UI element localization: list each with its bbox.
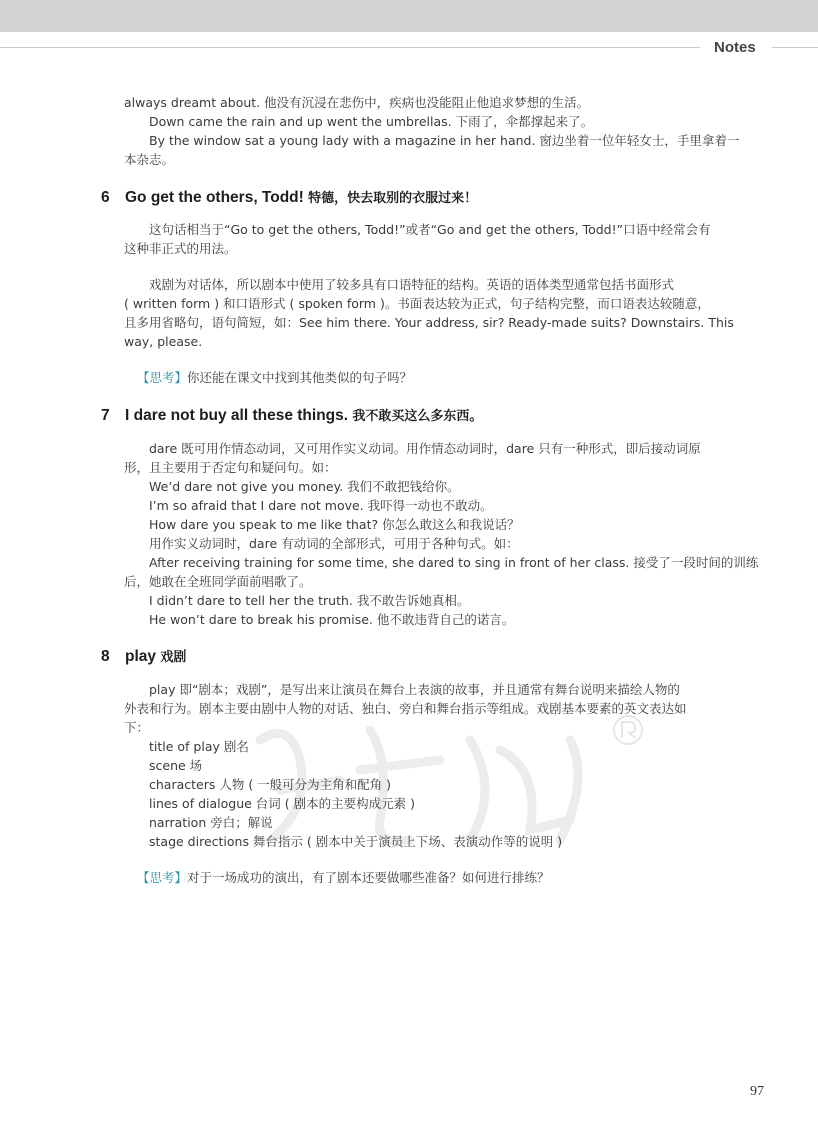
note-8-item: stage directions 舞台指示 ( 剧本中关于演员上下场、表演动作等的说明 ): [149, 834, 563, 849]
think-tag: 【思考】: [137, 370, 188, 385]
note-7-line-2: 形，且主要用于否定句和疑问句。如：: [124, 460, 337, 475]
intro-line-3: By the window sat a young lady with a magazine in her hand. 窗边坐着一位年轻女士，手里拿着一: [149, 133, 740, 148]
note-8-heading: [101, 646, 186, 666]
note-6-para1-line-2: 这种非正式的用法。: [124, 241, 237, 256]
note-7-line-3: We’d dare not give you money. 我们不敢把钱给你。: [149, 479, 460, 494]
note-6-para2-line-1: 戏剧为对话体，所以剧本中使用了较多具有口语特征的结构。英语的语体类型通常包括书面形式: [149, 277, 675, 292]
intro-line-4: 本杂志。: [124, 152, 175, 167]
note-6-heading: [101, 187, 477, 207]
note-6-think: [137, 369, 412, 387]
note-7-line-1: dare 既可用作情态动词，又可用作实义动词。用作情态动词时，dare 只有一种形式，即后接动词原: [149, 441, 701, 456]
note-8-item: lines of dialogue 台词 ( 剧本的主要构成元素 ): [149, 796, 415, 811]
note-6-para1-line-1: 这句话相当于“Go to get the others, Todd!”或者“Go and get the others, Todd!”口语中经常会有: [149, 222, 711, 237]
note-6-para2-line-3: 且多用省略句，语句简短，如：See him there. Your address, sir? Ready-made suits? Downstairs. This: [124, 315, 734, 330]
think-tag: 【思考】: [137, 870, 188, 885]
page-number: 97: [750, 1084, 764, 1099]
note-8-item: scene 场: [149, 758, 203, 773]
intro-line-2: Down came the rain and up went the umbrellas. 下雨了，伞都撑起来了。: [149, 114, 594, 129]
note-7-number: 7: [101, 407, 110, 424]
note-8-item: title of play 剧名: [149, 739, 249, 754]
notes-rule-right: [772, 47, 818, 48]
note-8-item: narration 旁白；解说: [149, 815, 273, 830]
note-6-para2-line-4: way, please.: [124, 334, 203, 349]
note-7-phrase: I dare not buy all these things.: [125, 407, 349, 424]
note-6-para2-line-2: ( written form ) 和口语形式 ( spoken form )。书面表达较为正式，句子结构完整，而口语表达较随意，: [124, 296, 710, 311]
note-8-think-text: 对于一场成功的演出，有了剧本还要做哪些准备？如何进行排练？: [187, 870, 550, 885]
notes-label: Notes: [714, 39, 756, 56]
note-7-heading: [101, 405, 482, 425]
note-6-think-text: 你还能在课文中找到其他类似的句子吗？: [187, 370, 413, 385]
intro-line-1: always dreamt about. 他没有沉浸在悲伤中，疾病也没能阻止他追求梦想的生活。: [124, 95, 590, 110]
note-8-item: characters 人物 ( 一般可分为主角和配角 ): [149, 777, 392, 792]
note-8-para-line-3: 下：: [124, 720, 150, 735]
note-6-phrase: Go get the others, Todd!: [125, 189, 304, 206]
note-6-number: 6: [101, 189, 110, 206]
note-7-line-6: 用作实义动词时，dare 有动词的全部形式，可用于各种句式。如：: [149, 536, 519, 551]
header-band: [0, 0, 818, 32]
note-7-translation: 我不敢买这么多东西。: [352, 409, 483, 424]
note-7-line-9: I didn’t dare to tell her the truth. 我不敢告诉她真相。: [149, 593, 470, 608]
note-8-para-line-1: play 即“剧本；戏剧”，是写出来让演员在舞台上表演的故事，并且通常有舞台说明来描绘人物的: [149, 682, 680, 697]
note-8-number: 8: [101, 648, 110, 665]
note-8-phrase: play: [125, 648, 157, 665]
notes-rule-left: [0, 47, 700, 48]
note-7-line-10: He won’t dare to break his promise. 他不敢违背自己的诺言。: [149, 612, 515, 627]
note-8-think: [137, 869, 550, 887]
note-7-line-7: After receiving training for some time, she dared to sing in front of her class. 接受了一段时间的训练: [149, 555, 759, 570]
note-7-line-8: 后，她敢在全班同学面前唱歌了。: [124, 574, 312, 589]
note-7-line-5: How dare you speak to me like that? 你怎么敢这么和我说话？: [149, 517, 520, 532]
note-8-translation: 戏剧: [160, 650, 187, 665]
note-8-para-line-2: 外表和行为。剧本主要由剧中人物的对话、独白、旁白和舞台指示等组成。戏剧基本要素的英文表达如: [124, 701, 687, 716]
note-6-translation: 特德，快去取别的衣服过来！: [308, 191, 478, 206]
note-7-line-4: I’m so afraid that I dare not move. 我吓得一动也不敢动。: [149, 498, 493, 513]
